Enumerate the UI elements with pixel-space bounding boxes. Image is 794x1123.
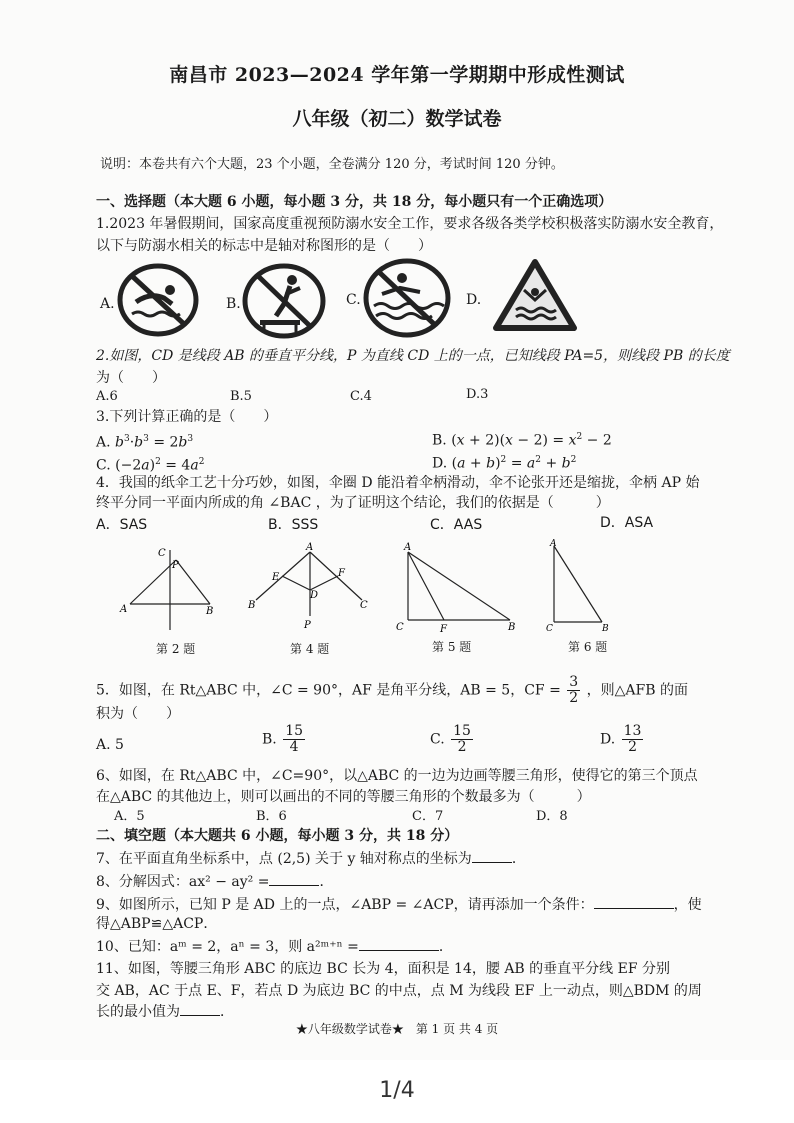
figure-q5-caption: 第 5 题 [432,640,472,654]
q3-option-d: D. $(a + b)^2 = a^2 + b^2$ [432,455,577,472]
q10-answer-blank[interactable] [359,950,439,951]
q5-line2: 积为（ ） [96,706,180,722]
q2-option-b: B.5 [230,389,252,404]
q2-option-a: A.6 [96,389,118,404]
q8: 8、分解因式：ax² − ay² = ． [96,874,334,890]
q5-option-c-numerator: 15 [453,723,471,739]
q3-option-c-label: C. [96,457,111,474]
svg-text:C: C [360,600,368,611]
svg-text:B: B [206,606,214,617]
q9-text: 9、如图所示，已知 P 是 AD 上的一点，∠ABP = ∠ACP，请再添加一个条件： [96,897,594,913]
q11-line3: 长的最小值为 ． [96,1004,234,1020]
q6-option-c: C．7 [412,809,444,824]
svg-text:C: C [546,624,553,634]
q5-option-b [262,724,307,755]
no-swimming-sign-icon [116,262,200,338]
q3-stem: 3.下列计算正确的是（ ） [96,409,278,425]
no-playing-in-water-sign-icon [360,256,454,340]
q3-option-b: B. $(x + 2)(x - 2) = x^2 - 2$ [432,432,612,449]
drowning-warning-sign-icon [490,256,580,336]
svg-text:F: F [440,624,447,634]
q2-option-d: D.3 [466,387,489,402]
svg-text:A: A [550,539,557,549]
q1-option-a-label: A. [100,296,115,312]
q9-answer-blank[interactable] [594,908,674,909]
q5-line1 [96,675,688,706]
no-diving-sign-icon [240,262,330,340]
svg-text:A: A [120,604,128,615]
q8-answer-blank[interactable] [269,885,319,886]
q5-option-d-label: D. [600,731,616,748]
svg-text:C: C [396,622,404,633]
exam-notice: 说明：本卷共有六个大题，23 个小题，全卷满分 120 分，考试时间 120 分钟。 [100,157,564,172]
q5-stem-b: ，则△AFB 的面 [586,682,688,699]
svg-text:B: B [248,600,256,611]
q11-text: 长的最小值为 [96,1004,180,1020]
q11-answer-blank[interactable] [180,1015,220,1016]
q1-line1: 1.2023 年暑假期间，国家高度重视预防溺水安全工作，要求各级各类学校积极落实防溺水安全教育， [96,216,724,232]
svg-text:C: C [158,548,166,559]
q2-line1: 2.如图，CD 是线段 AB 的垂直平分线，P 为直线 CD 上的一点，已知线段 PA=5，则线段 PB 的长度 [96,348,730,364]
q6-line1: 6、如图，在 Rt△ABC 中，∠C=90°，以△ABC 的一边为边画等腰三角形，使得它的第三个顶点 [96,768,698,784]
svg-text:P: P [172,560,179,571]
q1-option-b-label: B. [226,296,241,312]
q9-line2: 得△ABP≌△ACP． [96,916,218,932]
q7-text: 7、在平面直角坐标系中，点 (2,5) 关于 y 轴对称点的坐标为 [96,851,472,867]
q5-stem-a: 5．如图，在 Rt△ABC 中，∠C = 90°，AF 是角平分线，AB = 5，CF = [96,682,561,699]
svg-text:F: F [338,568,345,579]
q3-option-b-label: B. [432,432,447,449]
q5-cf-denominator: 2 [569,690,579,706]
q1-line2: 以下与防溺水相关的标志中是轴对称图形的是（ ） [96,238,432,254]
q5-option-b-numerator: 15 [285,723,304,739]
q10: 10、已知：aᵐ = 2，aⁿ = 3，则 a²ᵐ⁺ⁿ = ． [96,939,453,955]
q5-cf-fraction [567,675,580,706]
exam-title: 南昌市 2023—2024 学年第一学期期中形成性测试 [169,64,625,86]
q6-line2: 在△ABC 的其他边上，则可以画出的不同的等腰三角形的个数最多为（ ） [96,789,591,805]
figure-q6-caption: 第 6 题 [568,640,608,654]
figure-q4-umbrella-diagram [246,540,376,640]
q2-option-c: C.4 [350,389,372,404]
q4-option-b: B．SSS [268,517,319,533]
q5-option-c-denominator: 2 [457,739,467,755]
svg-text:P: P [304,620,311,631]
section2-heading: 二、填空题（本大题共 6 小题，每小题 3 分，共 18 分） [96,828,459,844]
q5-option-a: A. 5 [96,737,124,753]
q5-option-b-denominator: 4 [289,739,299,755]
q5-option-b-label: B. [262,731,277,748]
q9-line1 [96,896,702,914]
figure-q4-caption: 第 4 题 [290,642,330,656]
exam-subtitle: 八年级（初二）数学试卷 [292,108,502,130]
q4-line2: 终平分同一平面内所成的角 ∠BAC ，为了证明这个结论，我们的依据是（ ） [96,495,610,511]
q5-option-c-label: C. [430,731,445,748]
svg-text:E: E [272,572,280,583]
q6-option-d: D．8 [536,809,568,824]
svg-text:D: D [310,590,319,601]
svg-text:A: A [404,542,412,553]
q1-option-c-label: C. [346,292,361,308]
q7: 7、在平面直角坐标系中，点 (2,5) 关于 y 轴对称点的坐标为 ． [96,851,526,867]
q10-text: 10、已知：aᵐ = 2，aⁿ = 3，则 a²ᵐ⁺ⁿ = [96,939,359,955]
q2-line2: 为（ ） [96,370,166,386]
q3-option-d-label: D. [432,455,448,472]
q4-option-a: A．SAS [96,517,148,533]
svg-text:A: A [306,542,314,553]
q3-option-c: C. $(-2a)^2 = 4a^2$ [96,457,205,474]
q5-option-c [430,724,475,755]
q4-option-c: C．AAS [430,517,483,533]
q6-option-a: A．5 [114,809,145,824]
figure-q2-diagram [110,540,230,640]
figure-q2-caption: 第 2 题 [156,642,196,656]
q3-option-a-label: A. [96,434,111,451]
page-indicator: 1/4 [379,1078,415,1103]
svg-text:B: B [602,624,609,634]
q5-option-d-denominator: 2 [628,739,638,755]
q3-option-a: A. $b^3\cdot b^3 = 2b^3$ [96,434,194,451]
q8-text: 8、分解因式：ax² − ay² = [96,874,270,890]
page-footer: ★八年级数学试卷★ 第 1 页 共 4 页 [295,1022,499,1036]
q11-line1: 11、如图，等腰三角形 ABC 的底边 BC 长为 4，面积是 14，腰 AB 的垂直平分线 EF 分别 [96,961,670,977]
section1-heading: 一、选择题（本大题 6 小题，每小题 3 分，共 18 分，每小题只有一个正确选项） [96,194,613,210]
figure-q6-diagram [540,538,620,634]
q1-option-d-label: D. [466,292,482,308]
q5-option-d-numerator: 13 [623,723,642,739]
q9-tail: ，使 [673,897,702,913]
figure-q5-diagram [392,540,522,634]
q4-line1: 4．我国的纸伞工艺十分巧妙，如图，伞圈 D 能沿着伞柄滑动，伞不论张开还是缩拢，伞柄 AP 始 [96,475,700,491]
svg-text:B: B [508,622,516,633]
q11-line2: 交 AB，AC 于点 E、F，若点 D 为底边 BC 的中点，点 M 为线段 EF 上一动点，则△BDM 的周 [96,983,702,999]
q4-option-d: D．ASA [600,515,654,531]
q7-answer-blank[interactable] [472,862,512,863]
q6-option-b: B．6 [256,809,287,824]
q5-cf-numerator: 3 [569,674,579,690]
q5-option-d [600,724,645,755]
